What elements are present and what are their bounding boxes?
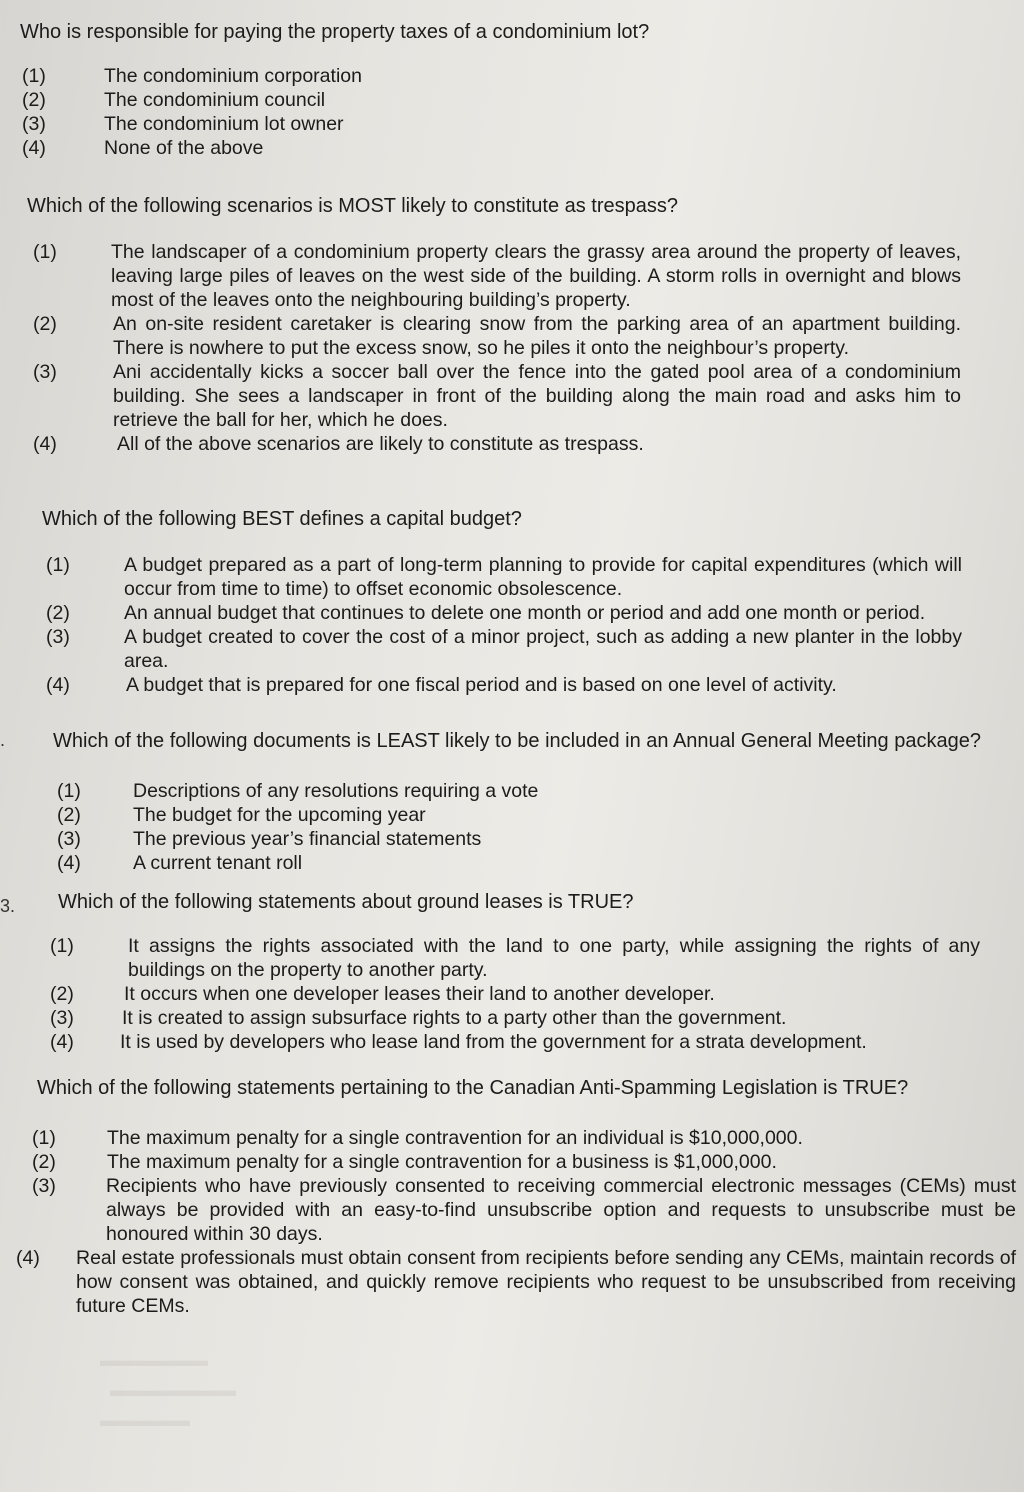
option-text: The budget for the upcoming year — [133, 804, 426, 826]
option-number: (1) — [57, 780, 81, 802]
option-number: (2) — [33, 313, 57, 335]
option-number: (1) — [50, 935, 74, 957]
option-number: (4) — [46, 674, 70, 696]
option-number: (2) — [50, 983, 74, 1005]
answer-option[interactable] — [46, 553, 962, 601]
option-text: An on-site resident caretaker is clearing snow from the parking area of an apartment building. There is nowhere to put the excess snow, so he piles it onto the neighbour’s property. — [113, 313, 961, 359]
answer-option[interactable] — [46, 673, 962, 697]
answer-option[interactable] — [57, 827, 657, 851]
option-number: (2) — [46, 602, 70, 624]
option-text: All of the above scenarios are likely to constitute as trespass. — [117, 433, 644, 455]
option-number: (4) — [33, 433, 57, 455]
answer-option[interactable] — [57, 803, 657, 827]
option-text: Real estate professionals must obtain consent from recipients before sending any CEMs, maintain records of how consent was obtained, and quickly remove recipients who request to be unsubscribed from receiving future CEMs. — [76, 1247, 1016, 1317]
answer-option[interactable] — [32, 1150, 1016, 1174]
option-text: It is used by developers who lease land from the government for a strata development. — [120, 1031, 867, 1053]
answer-options — [57, 779, 657, 875]
answer-options — [22, 64, 542, 160]
option-text: It is created to assign subsurface rights to a party other than the government. — [122, 1007, 787, 1029]
answer-option[interactable] — [32, 1126, 1016, 1150]
answer-option[interactable] — [50, 1030, 980, 1054]
question-text: Which of the following BEST defines a capital budget? — [42, 508, 522, 530]
option-text: An annual budget that continues to delete one month or period and add one month or period. — [124, 602, 926, 624]
answer-option[interactable] — [16, 1246, 1016, 1318]
option-number: (3) — [22, 113, 46, 135]
option-number: (3) — [33, 361, 57, 383]
option-number: (4) — [16, 1247, 40, 1269]
question-1 — [20, 20, 1010, 160]
answer-option[interactable] — [33, 312, 961, 360]
margin-mark: . — [0, 730, 6, 750]
question-5 — [50, 890, 1024, 1054]
option-text: Ani accidentally kicks a soccer ball over the fence into the gated pool area of a condominium building. She sees a landscaper in front of the building along the main road and asks him to retrieve the ball for her, which he does. — [113, 361, 961, 431]
answer-option[interactable] — [32, 1174, 1016, 1246]
answer-options — [33, 240, 961, 456]
answer-option[interactable] — [33, 360, 961, 432]
answer-option[interactable] — [57, 779, 657, 803]
question-text: Which of the following documents is LEAST likely to be included in an Annual General Meeting package? — [53, 730, 981, 752]
answer-options — [46, 553, 962, 697]
answer-option[interactable] — [46, 601, 962, 625]
question-3 — [42, 507, 1024, 697]
answer-option[interactable] — [50, 1006, 980, 1030]
option-number: (1) — [46, 554, 70, 576]
margin-mark: 3. — [0, 896, 16, 916]
option-number: (1) — [22, 65, 46, 87]
answer-option[interactable] — [46, 625, 962, 673]
answer-option[interactable] — [33, 240, 961, 312]
option-number: (2) — [22, 89, 46, 111]
option-text: A budget created to cover the cost of a minor project, such as adding a new planter in the lobby area. — [124, 626, 962, 672]
answer-option[interactable] — [33, 432, 961, 456]
answer-options — [50, 934, 980, 1054]
option-number: (3) — [50, 1007, 74, 1029]
option-text: The condominium lot owner — [104, 113, 344, 135]
option-number: (3) — [32, 1175, 56, 1197]
option-text: A budget prepared as a part of long-term planning to provide for capital expenditures (which will occur from time to time) to offset economic obsolescence. — [124, 554, 962, 600]
option-number: (3) — [46, 626, 70, 648]
option-number: (4) — [50, 1031, 74, 1053]
answer-option[interactable] — [50, 934, 980, 982]
question-6 — [16, 1076, 1024, 1318]
answer-option[interactable] — [22, 64, 542, 88]
option-text: None of the above — [104, 137, 264, 159]
option-text: Recipients who have previously consented to receiving commercial electronic messages (CEMs) must always be provided with an easy-to-find unsubscribe option and requests to unsubscribe must be honoured within 30 days. — [106, 1175, 1016, 1245]
answer-option[interactable] — [50, 982, 980, 1006]
question-2 — [27, 194, 1017, 456]
question-text: Who is responsible for paying the property taxes of a condominium lot? — [20, 21, 650, 43]
option-number: (4) — [22, 137, 46, 159]
option-text: A budget that is prepared for one fiscal period and is based on one level of activity. — [126, 674, 837, 696]
option-text: The maximum penalty for a single contravention for an individual is $10,000,000. — [107, 1127, 803, 1149]
question-text: Which of the following statements pertaining to the Canadian Anti-Spamming Legislation is TRUE? — [37, 1077, 909, 1099]
option-text: The previous year’s financial statements — [133, 828, 482, 850]
answer-option[interactable] — [22, 136, 542, 160]
option-number: (4) — [57, 852, 81, 874]
option-number: (2) — [32, 1151, 56, 1173]
option-number: (1) — [33, 241, 57, 263]
answer-option[interactable] — [22, 88, 542, 112]
option-text: The landscaper of a condominium property clears the grassy area around the property of leaves, leaving large piles of leaves on the west side of the building. A storm rolls in overnight and blows most of the leaves onto the neighbouring building’s property. — [111, 241, 961, 311]
bleed-through-texture: ▬▬▬▬▬▬▬ — [110, 1380, 236, 1400]
option-text: The condominium corporation — [104, 65, 362, 87]
question-text: Which of the following statements about ground leases is TRUE? — [58, 891, 634, 913]
bleed-through-texture: ▬▬▬▬▬ — [100, 1410, 190, 1430]
question-text: Which of the following scenarios is MOST likely to constitute as trespass? — [27, 195, 679, 217]
answer-option[interactable] — [22, 112, 542, 136]
option-number: (2) — [57, 804, 81, 826]
option-text: The maximum penalty for a single contravention for a business is $1,000,000. — [107, 1151, 777, 1173]
answer-option[interactable] — [57, 851, 657, 875]
option-text: It assigns the rights associated with the land to one party, while assigning the rights of any buildings on the property to another party. — [128, 935, 980, 981]
option-number: (3) — [57, 828, 81, 850]
option-text: The condominium council — [104, 89, 326, 111]
option-text: It occurs when one developer leases their land to another developer. — [124, 983, 715, 1005]
option-text: Descriptions of any resolutions requiring a vote — [133, 780, 539, 802]
bleed-through-texture: ▬▬▬▬▬▬ — [100, 1350, 208, 1370]
option-text: A current tenant roll — [133, 852, 303, 874]
option-number: (1) — [32, 1127, 56, 1149]
question-4 — [53, 729, 1024, 875]
answer-options — [16, 1126, 1016, 1318]
